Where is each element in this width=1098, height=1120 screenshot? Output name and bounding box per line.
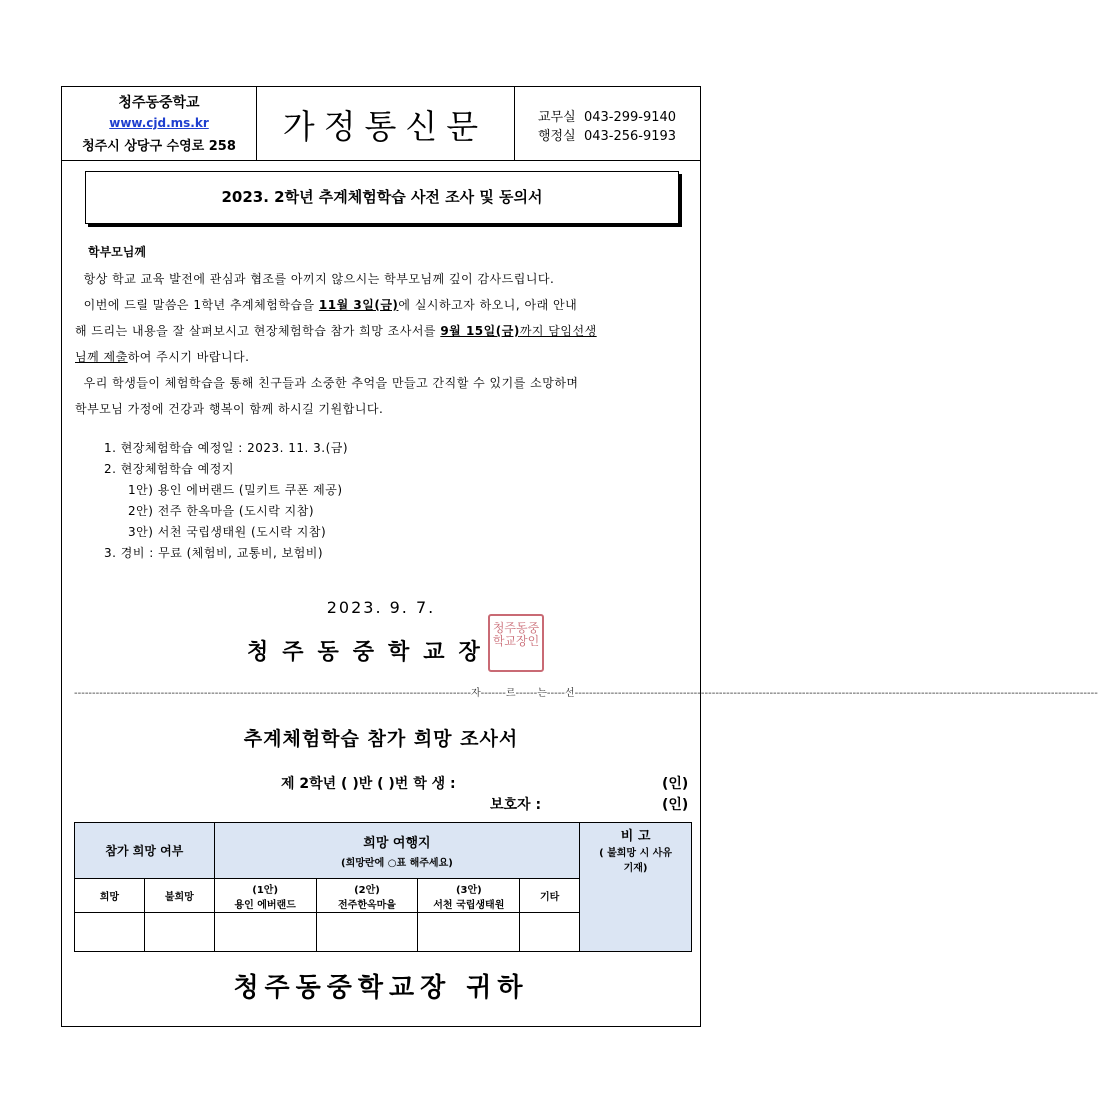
paragraph-3-line-2: 학부모님 가정에 건강과 행복이 함께 하시길 기원합니다.	[75, 402, 384, 416]
destination-option-3: 3안) 서천 국립생태원 (도시락 지참)	[128, 525, 327, 539]
guardian-seal-mark: (인)	[662, 797, 689, 813]
guardian-line: 보호자 :	[490, 797, 542, 813]
paragraph-2-line-2: 해 드리는 내용을 잘 살펴보시고 현장체험학습 참가 희망 조사서를 9월 15일(금)까지 담임선생	[75, 324, 597, 338]
participation-header: 참가 희망 여부	[75, 823, 215, 879]
remarks-header: 비 고 ( 불희망 시 사유 기재)	[580, 823, 692, 952]
info-item-destinations: 2. 현장체험학습 예정지	[104, 462, 234, 476]
answer-other-cell[interactable]	[520, 913, 580, 952]
paragraph-1: 항상 학교 교육 발전에 관심과 협조를 아끼지 않으시는 학부모님께 깊이 감사드립니다.	[83, 272, 555, 286]
info-item-cost: 3. 경비 : 무료 (체험비, 교통비, 보험비)	[104, 546, 324, 560]
answer-option-3-cell[interactable]	[418, 913, 520, 952]
answer-option-2-cell[interactable]	[316, 913, 418, 952]
addressee: 청주동중학교장 귀하	[233, 973, 529, 1003]
col-hope: 희망	[75, 879, 145, 913]
office-phone: 교무실 043-299-9140	[538, 110, 677, 125]
col-other: 기타	[520, 879, 580, 913]
newsletter-title: 가정통신문	[282, 107, 488, 146]
destination-option-2: 2안) 전주 한옥마을 (도시락 지참)	[128, 504, 315, 518]
event-date: 11월 3일(금)	[318, 298, 399, 312]
paragraph-2-line-1: 이번에 드릴 말씀은 1학년 추계체험학습을 11월 3일(금)에 실시하고자 하오니, 아래 안내	[83, 298, 578, 312]
student-seal-mark: (인)	[662, 776, 689, 792]
student-info-line: 제 2학년 ( )반 ( )번 학 생 :	[281, 776, 456, 792]
cut-line: --------------------------------------------------------------------------------------------------------------자-------르------는-----선-------------------------------------------------------------------------------------------------------------------------------------------------	[74, 688, 1098, 699]
col-option-3: (3안) 서천 국립생태원	[418, 879, 520, 913]
info-item-date: 1. 현장체험학습 예정일 : 2023. 11. 3.(금)	[104, 441, 349, 455]
answer-option-1-cell[interactable]	[214, 913, 316, 952]
destination-option-1: 1안) 용인 에버랜드 (밀키트 쿠폰 제공)	[128, 483, 343, 497]
admin-phone: 행정실 043-256-9193	[538, 129, 677, 144]
answer-no-hope-cell[interactable]	[144, 913, 214, 952]
contact-cell	[514, 87, 700, 160]
official-seal-stamp: 청주동중학교장인	[488, 614, 544, 672]
school-info-cell	[62, 87, 257, 160]
school-url-link[interactable]: www.cjd.ms.kr	[109, 116, 209, 130]
document-page	[61, 86, 1098, 1027]
issue-date: 2023. 9. 7.	[326, 598, 436, 617]
paragraph-2-line-3: 님께 제출하여 주시기 바랍니다.	[75, 350, 250, 364]
paragraph-3-line-1: 우리 학생들이 체험학습을 통해 친구들과 소중한 추억을 만들고 간직할 수 있기를 소망하며	[83, 376, 579, 390]
destination-header: 희망 여행지 (희망란에 ○표 해주세요)	[214, 823, 579, 879]
greeting: 학부모님께	[88, 245, 146, 259]
school-address: 청주시 상당구 수영로 258	[82, 139, 236, 154]
document-title: 2023. 2학년 추계체험학습 사전 조사 및 동의서	[85, 171, 679, 224]
school-name: 청주동중학교	[118, 95, 200, 111]
letterhead	[62, 87, 700, 161]
col-option-1: (1안) 용인 에버랜드	[214, 879, 316, 913]
newsletter-title-cell	[256, 87, 515, 160]
col-no-hope: 불희망	[144, 879, 214, 913]
principal-name: 청주동중학교장	[247, 640, 494, 665]
survey-title: 추계체험학습 참가 희망 조사서	[243, 728, 519, 750]
answer-hope-cell[interactable]	[75, 913, 145, 952]
deadline-date: 9월 15일(금)	[440, 324, 520, 338]
participation-survey-table	[74, 822, 692, 952]
col-option-2: (2안) 전주한옥마을	[316, 879, 418, 913]
